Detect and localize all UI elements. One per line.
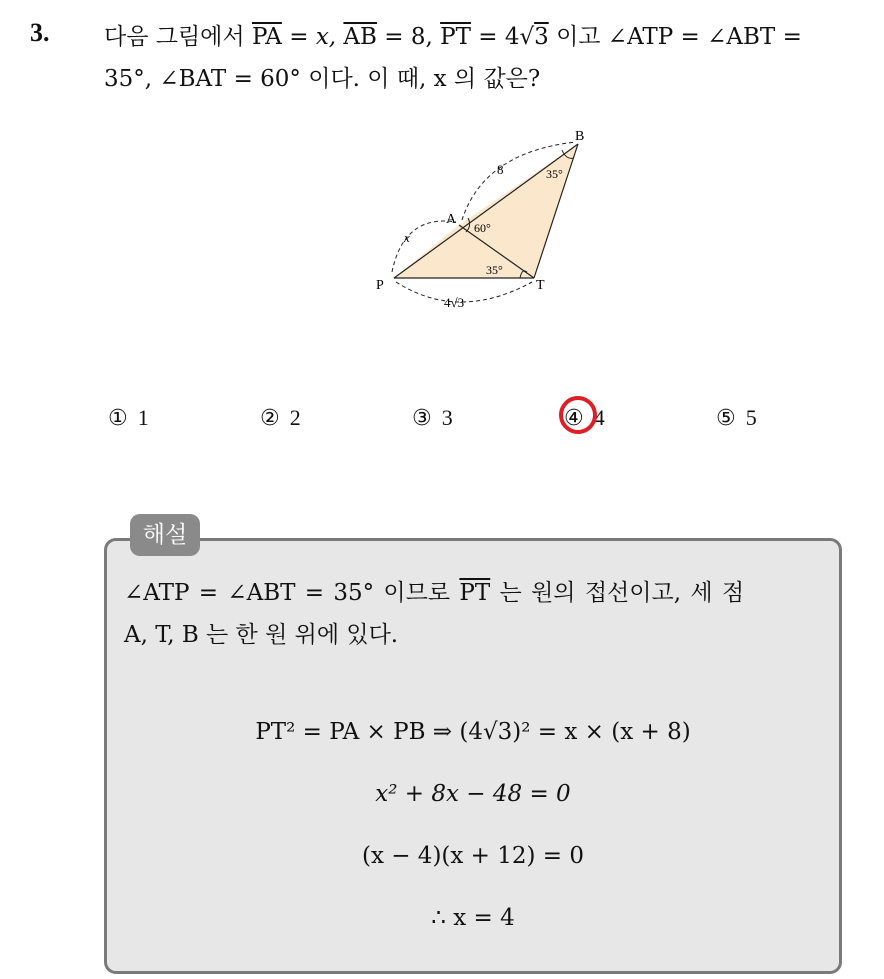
choice-2[interactable]	[260, 400, 301, 437]
solution-line-2: A, T, B 는 한 원 위에 있다.	[124, 622, 399, 648]
solution-line-1-start: ∠ATP = ∠ABT = 35° 이므로	[124, 580, 451, 606]
question-number: 3.	[30, 18, 50, 47]
sqrt-symbol: √3	[519, 24, 549, 50]
equation-4: ∴ x = 4	[431, 905, 515, 931]
equation-2: x² + 8x − 48 = 0	[375, 781, 571, 807]
choice-4-mark: ④	[564, 406, 584, 431]
equation-3: (x − 4)(x + 12) = 0	[361, 843, 585, 869]
label-angle-t: 35°	[486, 263, 503, 277]
choice-4-value: 4	[593, 405, 605, 430]
answer-choices	[108, 400, 828, 440]
label-a: A	[446, 212, 457, 227]
solution-line-1-rest: 는 원의 접선이고, 세 점	[499, 580, 745, 606]
question-text	[104, 16, 874, 100]
pt-equation: = 4	[478, 24, 520, 50]
choice-1[interactable]	[108, 400, 149, 437]
label-b: B	[575, 129, 585, 144]
solution-segment-pt: $\overline{PT}$	[459, 580, 491, 606]
label-angle-b: 35°	[546, 167, 563, 181]
question-suffix: 이고 ∠ATP = ∠ABT =	[556, 24, 802, 50]
geometry-figure	[364, 122, 604, 322]
choice-5-mark: ⑤	[716, 406, 736, 431]
label-seg-pt: 4√3	[444, 295, 465, 310]
choice-2-mark: ②	[260, 406, 280, 431]
question-prefix: 다음 그림에서	[104, 24, 245, 50]
segment-ab: $\overline{AB}$	[343, 24, 377, 50]
pa-equation: = x,	[289, 24, 337, 50]
choice-5[interactable]	[716, 400, 757, 437]
solution-text	[124, 572, 824, 656]
segment-pt: $\overline{PT}$	[440, 24, 471, 50]
question-line-1	[104, 16, 874, 58]
label-angle-a: 60°	[474, 221, 491, 235]
solution-tab-label: 해설	[130, 514, 200, 556]
segment-pa: $\overline{PA}$	[251, 24, 282, 50]
label-t: T	[536, 278, 545, 293]
label-seg-pa: x	[404, 230, 410, 245]
choice-2-value: 2	[289, 405, 301, 430]
choice-1-mark: ①	[108, 406, 128, 431]
ab-equation: = 8,	[384, 24, 433, 50]
equation-1: PT² = PA × PB ⇒ (4√3)² = x × (x + 8)	[255, 719, 691, 745]
choice-3-mark: ③	[412, 406, 432, 431]
choice-3-value: 3	[441, 405, 453, 430]
choice-1-value: 1	[137, 405, 149, 430]
label-p: P	[376, 278, 384, 293]
question-line-2: 35°, ∠BAT = 60° 이다. 이 때, x 의 값은?	[104, 66, 541, 92]
solution-line-1	[124, 572, 824, 614]
choice-5-value: 5	[745, 405, 757, 430]
label-seg-ab: 8	[497, 162, 504, 177]
choice-3[interactable]	[412, 400, 453, 437]
